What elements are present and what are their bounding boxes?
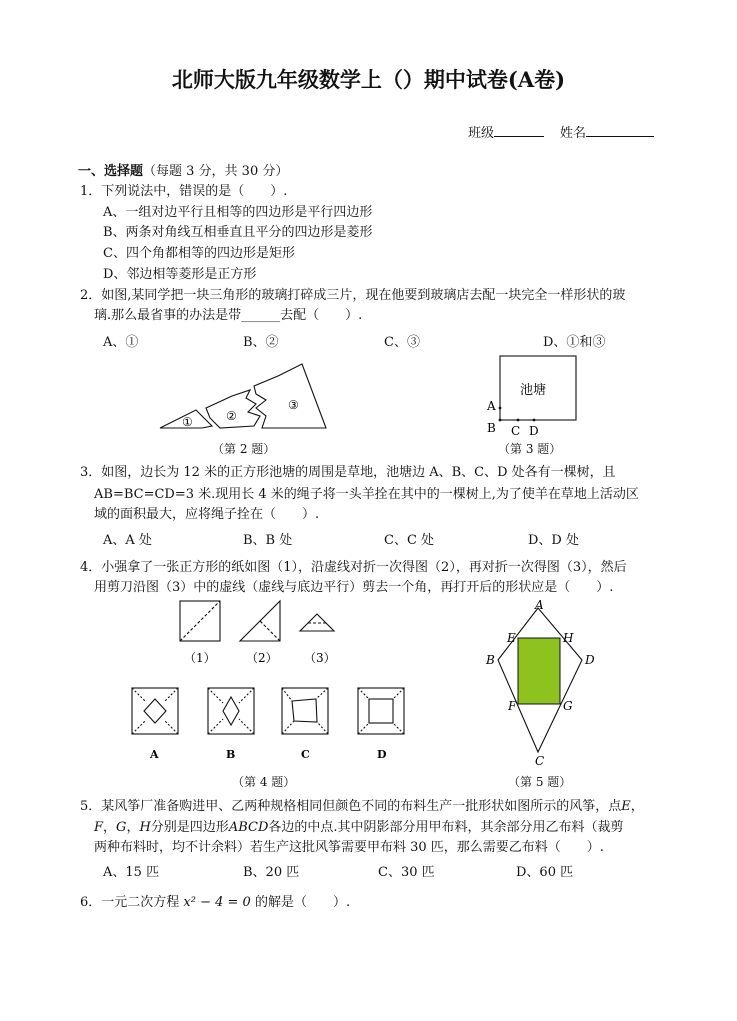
q3-line-1: 3．如图，边长为 12 米的正方形池塘的周围是草地，池塘边 A、B、C、D 处各有一棵树，且	[80, 465, 616, 480]
q5-line-1: 5．某风筝厂准备购进甲、乙两种规格相同但颜色不同的布料生产一批形状如图所示的风筝，点E，	[80, 799, 644, 814]
choice-d-crease	[358, 688, 369, 699]
q3-caption: （第 3 题）	[498, 442, 562, 456]
q5-option-b: B、20 匹	[243, 865, 300, 880]
choice-a-crease	[132, 720, 146, 734]
q3-line-2: AB=BC=CD=3 米.现用长 4 米的绳子将一头羊拴在其中的一棵树上,为了使羊在草地上活动区	[94, 487, 639, 502]
q5-var-g: G	[116, 820, 127, 835]
q5-var-h: H	[139, 820, 151, 835]
q3-option-c: C、C 处	[384, 533, 435, 548]
choice-d-crease	[358, 723, 369, 734]
choice-c-crease	[282, 721, 294, 734]
q3-option-b: B、B 处	[243, 533, 293, 548]
section-title: 一、选择题	[78, 164, 144, 179]
name-field	[560, 122, 654, 141]
choice-b-crease	[208, 719, 223, 734]
pond-label: 池塘	[520, 383, 547, 398]
q2-option-b: B、②	[243, 335, 279, 350]
kite-label-g: G	[563, 699, 573, 713]
q4-caption: （第 4 题）	[232, 775, 296, 789]
q6-equation: x² − 4 = 0	[183, 895, 251, 910]
piece-label-1: ①	[182, 415, 193, 429]
kite-label-b: B	[486, 653, 495, 667]
tree-b-dot	[499, 419, 502, 422]
q2-option-a: A、①	[103, 335, 139, 350]
tree-label-d: D	[529, 424, 539, 438]
kite-label-h: H	[563, 631, 574, 645]
choice-c-crease	[317, 722, 328, 734]
kite-label-f: F	[508, 699, 517, 713]
fold-square-1	[180, 601, 220, 641]
choice-label-d: D	[377, 748, 387, 761]
choice-a-crease	[164, 688, 178, 702]
q1-stem: 1．下列说法中，错误的是（ ）.	[80, 184, 288, 199]
q5-option-d: D、60 匹	[516, 865, 574, 880]
choice-a-crease	[132, 688, 146, 702]
name-blank	[586, 124, 654, 137]
q3-option-d: D、D 处	[528, 533, 579, 548]
fold-label-2: （2）	[246, 651, 278, 665]
q6-prefix: 6．一元二次方程	[80, 895, 180, 910]
q5-line-1-text: 5．某风筝厂准备购进甲、乙两种规格相同但颜色不同的布料生产一批形状如图所示的风筝，点	[80, 799, 622, 814]
q2-line-1: 2．如图,某同学把一块三角形的玻璃打碎成三片，现在他要到玻璃店去配一块完全一样形状的玻	[80, 288, 626, 303]
q4-line-1: 4．小强拿了一张正方形的纸如图（1），沿虚线对折一次得图（2），再对折一次得图（3），然后	[80, 560, 627, 575]
q3-figure	[480, 352, 580, 442]
fold-triangle-2	[240, 601, 280, 641]
choice-c-crease	[282, 688, 292, 701]
name-label: 姓名	[560, 126, 587, 141]
fold-triangle-3	[300, 614, 334, 631]
q5-figure	[478, 600, 608, 770]
class-blank	[494, 124, 544, 137]
kite-label-c: C	[535, 754, 545, 768]
q5-line-2-tail: 各边的中点.其中阴影部分用甲布料，其余部分用乙布料（裁剪	[268, 820, 624, 835]
glass-piece-3	[254, 364, 326, 428]
tree-d-dot	[533, 419, 536, 422]
q3-line-3: 域的面积最大，应将绳子拴在（ ）.	[94, 507, 320, 522]
q1-option-d: D、邻边相等菱形是正方形	[103, 267, 257, 282]
q1-option-c: C、四个角都相等的四边形是矩形	[103, 246, 295, 261]
section-note: （每题 3 分，共 30 分）	[143, 164, 289, 179]
choice-c-crease	[316, 688, 328, 699]
fold-diagonal-1	[180, 601, 220, 641]
q5-line-2: F，G，H分别是四边形ABCD各边的中点.其中阴影部分用甲布料，其余部分用乙布料（裁剪	[94, 820, 624, 835]
q3-option-a: A、A 处	[103, 533, 152, 548]
kite-shaded-rectangle	[518, 638, 560, 704]
choice-d-hole	[369, 699, 393, 723]
q2-option-c: C、③	[384, 335, 420, 350]
kite-label-a: A	[535, 598, 544, 612]
choice-b-crease	[208, 688, 223, 703]
kite-label-d: D	[585, 653, 595, 667]
choice-label-b: B	[226, 748, 236, 761]
tree-a-dot	[499, 407, 502, 410]
tree-label-a: A	[487, 399, 496, 413]
q1-option-b: B、两条对角线互相垂直且平分的四边形是菱形	[103, 225, 373, 240]
q1-option-a: A、一组对边平行且相等的四边形是平行四边形	[103, 205, 373, 220]
choice-b-crease	[239, 688, 254, 703]
q5-var-f: F	[94, 820, 104, 835]
choice-label-a: A	[150, 748, 159, 761]
q5-line-2-text: 分别是四边形	[150, 820, 229, 835]
q4-choice-figure	[128, 684, 418, 770]
q5-caption: （第 5 题）	[508, 775, 572, 789]
q5-var-e: E	[621, 799, 631, 814]
fold-label-1: （1）	[184, 651, 216, 665]
tree-c-dot	[517, 419, 520, 422]
q4-line-2: 用剪刀沿图（3）中的虚线（虚线与底边平行）剪去一个角，再打开后的形状应是（ ）.	[94, 580, 614, 595]
choice-b-crease	[239, 719, 254, 734]
choice-label-c: C	[301, 748, 310, 761]
q2-caption: （第 2 题）	[212, 442, 276, 456]
q2-line-2: 璃.那么最省事的办法是带______去配（ ）.	[94, 308, 363, 323]
tree-label-c: C	[511, 424, 521, 438]
choice-d-crease	[393, 688, 404, 699]
choice-a-crease	[164, 720, 178, 734]
class-label: 班级	[468, 126, 495, 141]
q6-suffix: 的解是（ ）.	[254, 895, 351, 910]
q5-option-c: C、30 匹	[378, 865, 435, 880]
tree-label-b: B	[487, 421, 496, 435]
kite-label-e: E	[507, 631, 516, 645]
choice-a-hole	[144, 699, 166, 723]
q5-abcd: ABCD	[228, 820, 269, 835]
choice-c-hole	[292, 699, 317, 722]
q2-figure	[150, 358, 340, 438]
choice-d-crease	[393, 723, 404, 734]
class-field	[468, 122, 544, 141]
piece-label-3: ③	[288, 398, 299, 412]
q5-line-3: 两种布料时，均不计余料）若生产这批风筝需要甲布料 30 匹，那么需要乙布料（ ）.	[94, 840, 604, 855]
page-title: 北师大版九年级数学上（）期中试卷(A卷)	[171, 67, 566, 92]
q4-fold-figure	[170, 595, 350, 671]
fold-label-3: （3）	[304, 651, 336, 665]
piece-label-2: ②	[226, 409, 237, 423]
q6-line	[80, 891, 350, 910]
section-heading	[78, 160, 288, 179]
choice-b-hole	[223, 697, 239, 725]
q5-option-a: A、15 匹	[103, 865, 160, 880]
q2-option-d: D、①和③	[543, 335, 606, 350]
fold-crease-2	[260, 621, 280, 641]
